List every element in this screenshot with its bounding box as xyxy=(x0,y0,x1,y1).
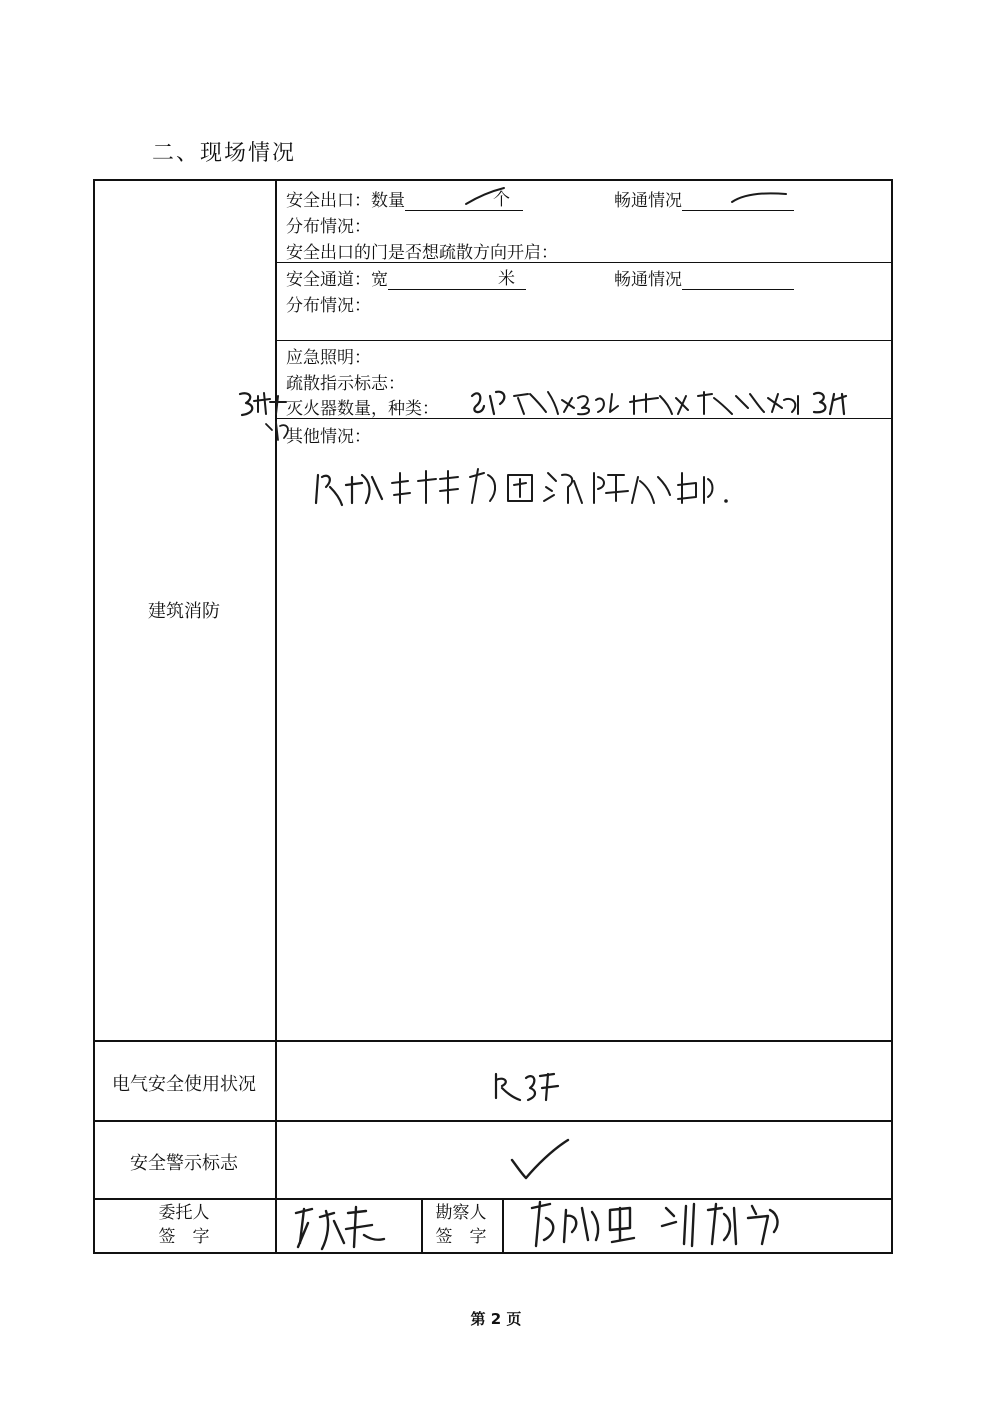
exit-flow-handwriting xyxy=(728,183,798,213)
passage-distribution-label: 分布情况： xyxy=(286,296,371,316)
emergency-lighting-label: 应急照明： xyxy=(286,348,371,368)
exit-count-label: 安全出口：数量 xyxy=(286,191,405,211)
row-divider-electrical xyxy=(95,1040,891,1042)
electrical-handwriting xyxy=(488,1066,588,1106)
electrical-label: 电气安全使用状况 xyxy=(112,1074,256,1095)
row-divider-passage xyxy=(276,340,891,341)
row-divider-warning xyxy=(95,1120,891,1122)
inspector-label-line1: 勘察人 xyxy=(435,1203,487,1223)
exit-door-direction-label: 安全出口的门是否想疏散方向开启： xyxy=(286,243,558,263)
client-label-line2: 签 字 xyxy=(158,1227,210,1247)
warning-signs-label: 安全警示标志 xyxy=(130,1153,238,1174)
exit-flow-label: 畅通情况 xyxy=(614,191,682,211)
inspector-label-line2: 签 字 xyxy=(435,1227,487,1247)
signature-divider-2 xyxy=(502,1199,504,1252)
passage-width-line xyxy=(286,265,526,290)
passage-flow-line xyxy=(614,265,794,290)
exit-count-handwriting xyxy=(462,183,522,213)
extinguisher-handwriting xyxy=(466,386,866,426)
inspector-signature xyxy=(526,1196,816,1254)
other-conditions-handwriting xyxy=(312,463,732,513)
client-signature-label xyxy=(95,1201,273,1249)
column-divider xyxy=(275,181,277,1252)
section-heading: 二、现场情况 xyxy=(152,141,297,166)
client-signature xyxy=(290,1203,410,1259)
page-number: 第 2 页 xyxy=(470,1310,522,1328)
exit-count-unit: 个 xyxy=(493,190,510,210)
exit-distribution-label: 分布情况： xyxy=(286,217,371,237)
inspector-signature-label xyxy=(421,1201,501,1249)
passage-flow-field[interactable] xyxy=(682,271,794,290)
passage-flow-label: 畅通情况 xyxy=(614,270,682,290)
extinguisher-margin-handwriting xyxy=(236,390,296,446)
building-fire-label: 建筑消防 xyxy=(148,601,220,622)
other-conditions-label: 其他情况： xyxy=(286,427,371,447)
passage-width-field[interactable] xyxy=(388,271,526,290)
warning-signs-checkmark xyxy=(508,1136,578,1186)
client-label-line1: 委托人 xyxy=(158,1203,210,1223)
passage-width-label: 安全通道：宽 xyxy=(286,270,388,290)
extinguishers-label: 灭火器数量，种类： xyxy=(286,399,439,419)
passage-width-unit: 米 xyxy=(498,269,515,289)
evacuation-signs-label: 疏散指示标志： xyxy=(286,374,405,394)
